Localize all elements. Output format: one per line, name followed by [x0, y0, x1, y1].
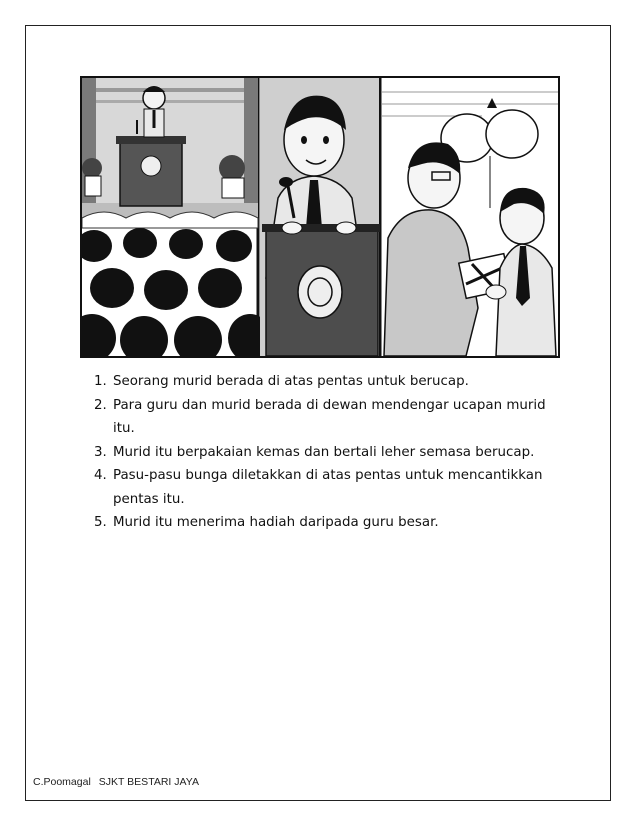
sentence-list [80, 370, 550, 535]
sentence-number: 3. [94, 444, 107, 460]
sentence-number: 1. [94, 374, 107, 389]
sentence-item [80, 464, 550, 511]
footer-author: C.Poomagal [33, 776, 91, 788]
sentence-number: 2. [94, 397, 107, 413]
footer-school: SJKT BESTARI JAYA [98, 776, 199, 788]
sentence-text: Pasu-pasu bunga diletakkan di atas pentas untuk mencantikkan pentas itu. [113, 468, 543, 507]
panel-speaker-closeup [260, 78, 380, 356]
sentence-number: 4. [94, 468, 107, 483]
sentence-item [80, 441, 550, 465]
sentence-item [80, 370, 550, 394]
sentence-item [80, 394, 550, 441]
comic-illustration [80, 76, 560, 358]
sentence-text: Murid itu berpakaian kemas dan bertali leher semasa berucap. [113, 444, 535, 460]
sentence-text: Para guru dan murid berada di dewan mendengar ucapan murid itu. [113, 397, 546, 436]
sentence-text: Seorang murid berada di atas pentas untuk berucap. [113, 374, 469, 389]
sentence-item [80, 511, 550, 535]
sentence-text: Murid itu menerima hadiah daripada guru besar. [113, 515, 439, 530]
speech-scene-illustration [82, 78, 558, 356]
page-footer [33, 776, 199, 788]
sentence-number: 5. [94, 515, 107, 530]
panel-gift-presentation [382, 78, 558, 356]
